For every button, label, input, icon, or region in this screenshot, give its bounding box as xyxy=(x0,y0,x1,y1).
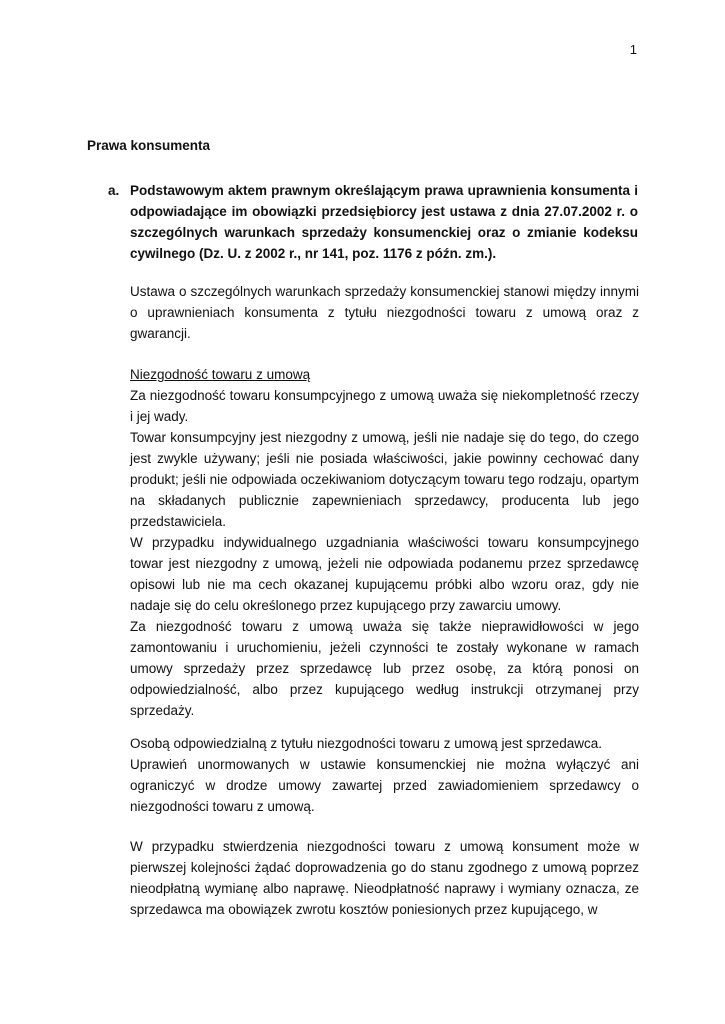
nonconformity-block xyxy=(130,364,639,721)
list-marker: a. xyxy=(108,183,120,198)
section-heading: Podstawowym aktem prawnym określającym prawa uprawnienia konsumenta i odpowiadające im obowiązki przedsiębiorcy jest ustawa z dnia 27.07.2002 r. o szczególnych warunkach sprzedaży konsumenckiej oraz o zmianie kodeksu cywilnego (Dz. U. z 2002 r., nr 141, poz. 1176 z późn. zm.). xyxy=(130,183,638,261)
intro-text: Ustawa o szczególnych warunkach sprzedaży konsumenckiej stanowi między innymi o uprawnieniach konsumenta z tytułu niezgodności towaru z umową oraz z gwarancji. xyxy=(130,284,639,341)
document-title: Prawa konsumenta xyxy=(87,138,211,153)
paragraph-4: Za niezgodność towaru z umową uważa się także nieprawidłowości w jego zamontowaniu i uruchomieniu, jeżeli czynności te zostały wykonane w ramach umowy sprzedaży przez sprzedawcę lub przez osobę, za którą ponosi on odpowiedzialność, albo przez kupującego według instrukcji otrzymanej przy sprzedaży. xyxy=(130,619,639,718)
paragraph-5: Osobą odpowiedzialną z tytułu niezgodności towaru z umową jest sprzedawca. xyxy=(130,736,603,751)
remedy-block xyxy=(130,836,639,920)
responsibility-block xyxy=(130,733,639,817)
paragraph-6: Uprawień unormowanych w ustawie konsumenckiej nie można wyłączyć ani ograniczyć w drodze umowy zawartej przed zawiadomieniem sprzedawcy o niezgodności towaru z umową. xyxy=(130,757,639,814)
section-a xyxy=(108,180,638,264)
nonconformity-subheading: Niezgodność towaru z umową xyxy=(130,367,311,382)
paragraph-7: W przypadku stwierdzenia niezgodności towaru z umową konsument może w pierwszej kolejności żądać doprowadzenia go do stanu zgodnego z umową poprzez nieodpłatną wymianę albo naprawę. Nieodpłatność naprawy i wymiany oznacza, ze sprzedawca ma obowiązek zwrotu kosztów poniesionych przez kupującego, w xyxy=(130,839,639,917)
paragraph-1: Za niezgodność towaru konsumpcyjnego z umową uważa się niekompletność rzeczy i jej wady. xyxy=(130,388,639,424)
paragraph-2: Towar konsumpcyjny jest niezgodny z umową, jeśli nie nadaje się do tego, do czego jest zwykle używany; jeśli nie posiada właściwości, jakie powinny cechować dany produkt; jeśli nie odpowiada oczekiwaniom dotyczącym towaru tego rodzaju, opartym na składanych publicznie zapewnieniach sprzedawcy, producenta lub jego przedstawiciela. xyxy=(130,430,639,529)
intro-paragraph xyxy=(130,281,639,344)
page-number: 1 xyxy=(629,42,637,57)
paragraph-3: W przypadku indywidualnego uzgadniania właściwości towaru konsumpcyjnego towar jest niezgodny z umową, jeżeli nie odpowiada podanemu przez sprzedawcę opisowi lub nie ma cech okazanej kupującemu próbki albo wzoru oraz, gdy nie nadaje się do celu określonego przez kupującego przy zawarciu umowy. xyxy=(130,535,639,613)
